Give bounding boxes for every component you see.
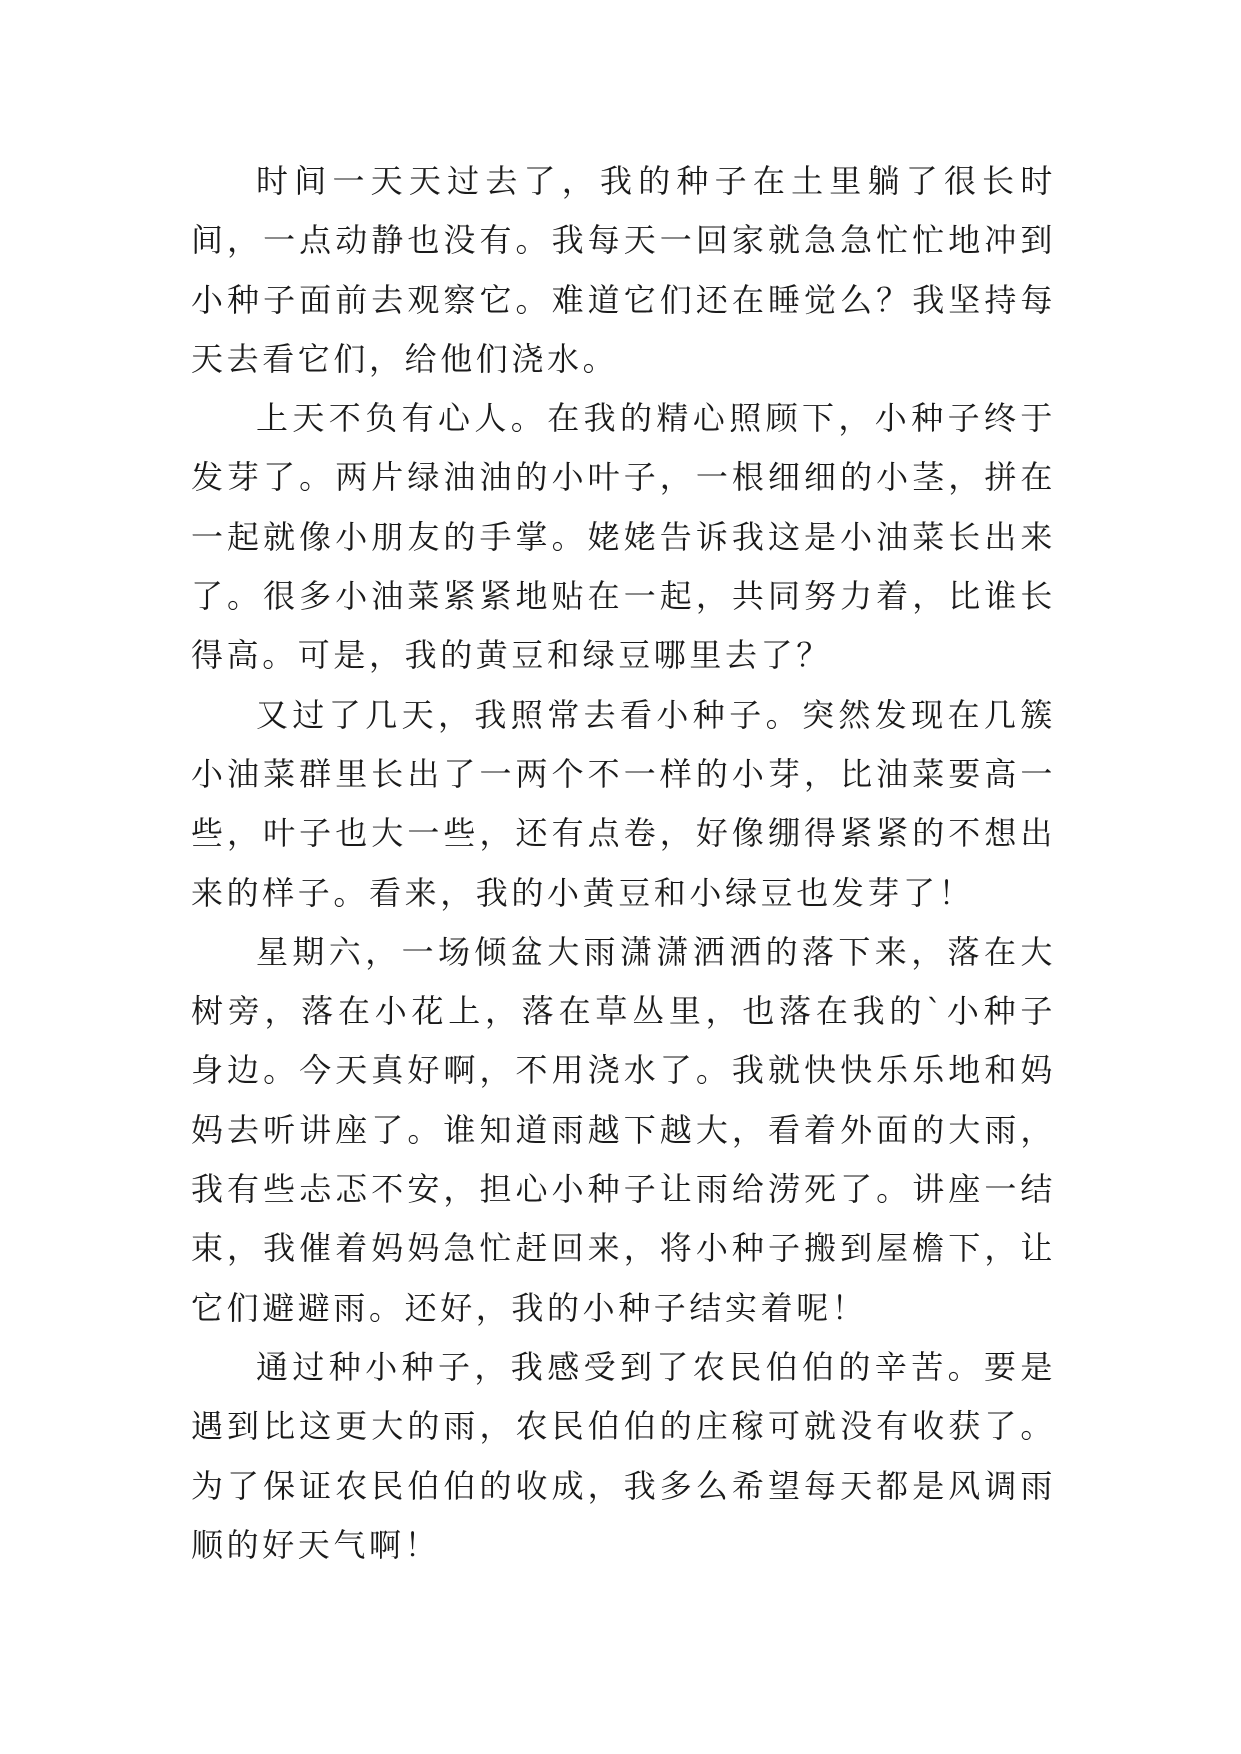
paragraph-5: 通过种小种子，我感受到了农民伯伯的辛苦。要是遇到比这更大的雨，农民伯伯的庄稼可就没有收获了。为了保证农民伯伯的收成，我多么希望每天都是风调雨顺的好天气啊！ bbox=[191, 1347, 1056, 1564]
paragraph-4: 星期六，一场倾盆大雨潇潇洒洒的落下来，落在大树旁，落在小花上，落在草丛里，也落在我的`小种子身边。今天真好啊，不用浇水了。我就快快乐乐地和妈妈去听讲座了。谁知道雨越下越大，看着外面的大雨，我有些忐忑不安，担心小种子让雨给涝死了。讲座一结束，我催着妈妈急忙赶回来，将小种子搬到屋檐下，让它们避避雨。还好，我的小种子结实着呢！ bbox=[191, 932, 1056, 1327]
paragraph-3: 又过了几天，我照常去看小种子。突然发现在几簇小油菜群里长出了一两个不一样的小芽，比油菜要高一些，叶子也大一些，还有点卷，好像绷得紧紧的不想出来的样子。看来，我的小黄豆和小绿豆也发芽了！ bbox=[191, 695, 1056, 912]
document-body bbox=[191, 152, 1056, 1575]
paragraph-1: 时间一天天过去了，我的种子在土里躺了很长时间，一点动静也没有。我每天一回家就急急忙忙地冲到小种子面前去观察它。难道它们还在睡觉么？我坚持每天去看它们，给他们浇水。 bbox=[191, 162, 1056, 378]
paragraph-2: 上天不负有心人。在我的精心照顾下，小种子终于发芽了。两片绿油油的小叶子，一根细细的小茎，拼在一起就像小朋友的手掌。姥姥告诉我这是小油菜长出来了。很多小油菜紧紧地贴在一起，共同努力着，比谁长得高。可是，我的黄豆和绿豆哪里去了？ bbox=[191, 399, 1056, 675]
